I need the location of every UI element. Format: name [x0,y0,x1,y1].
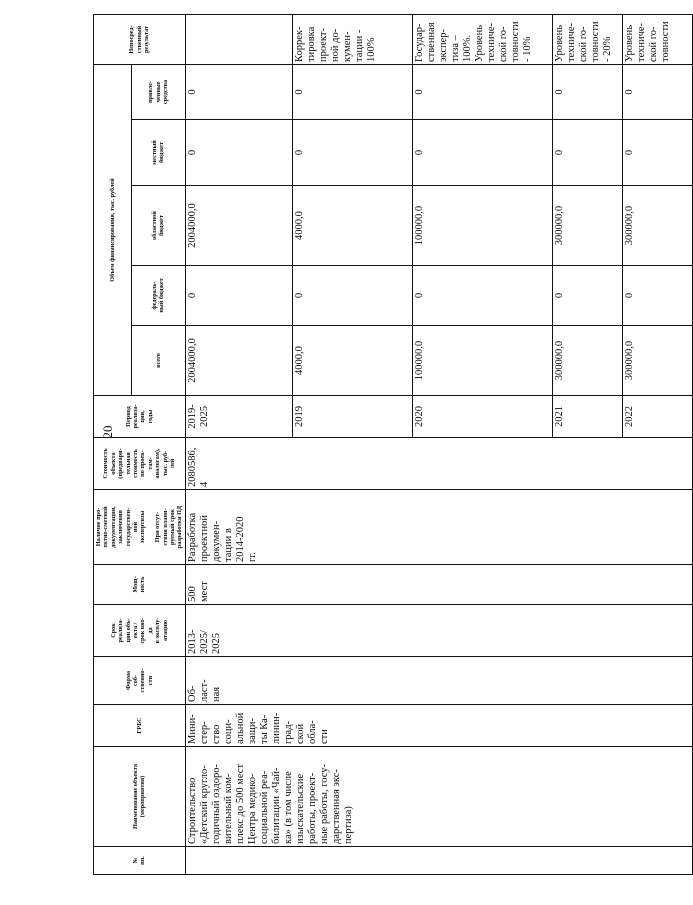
regional-cell: 4000,0 [292,186,412,266]
local-cell: 0 [412,120,552,186]
text-line: Центра медико- [246,773,258,844]
text-line: Уровень [473,25,485,62]
text-line: федераль- [150,281,158,310]
total-cell: 4000,0 [292,326,412,396]
text-line: Наличие про- [95,507,102,547]
text-line: техниче- [485,22,497,62]
text-line: (мероприятия) [139,775,147,818]
attracted-cell: 0 [412,64,552,119]
total-cell: 300000,0 [622,326,692,396]
text-line: работы, проект- [306,772,318,844]
text-line: ственная [425,22,437,62]
text-line: экспертизы [139,510,147,544]
text-line: - 10% [521,36,533,62]
rotated-document [93,15,671,875]
text-line: документации, [109,506,117,548]
text-line: ты Ка- [258,714,270,744]
text-line: линин- [270,712,282,744]
text-line: срок вво- [139,617,147,644]
text-line: Об- [186,685,198,702]
period-cell [622,396,692,438]
attracted-cell: 0 [552,64,622,119]
local-cell: 0 [185,120,292,186]
text-line: тыс. руб- [161,450,169,477]
header-funding: Объем финансирования, тыс. рублей [94,64,132,395]
text-line: Коррек- [293,26,305,62]
text-line: Уровень [553,25,565,62]
text-line: При отсут- [154,511,162,543]
text-line: защи- [246,717,258,744]
attracted-cell: 0 [622,64,692,119]
text-line: 2019- [186,404,198,429]
header-docs [94,490,186,565]
header-result [94,14,186,64]
text-line: тации в [222,528,234,562]
text-line: кумен- [341,31,353,62]
result-cell [622,14,692,64]
text-line: 2025 [210,633,222,654]
result-cell [412,14,552,64]
text-line: проектной [198,515,210,562]
text-line: разработки ПД [176,505,184,549]
header-capacity [94,565,186,605]
federal-cell: 0 [412,266,552,326]
text-line: 2014-2020 [234,516,246,562]
text-line: ГРБС [135,717,143,734]
header-name [94,747,186,847]
text-line: реализа- [132,404,140,429]
local-cell: 0 [622,120,692,186]
text-line: тации - [353,29,365,62]
text-line: стоимость [132,449,140,478]
text-line: соци- [222,719,234,744]
text-line: проект- [317,28,329,62]
header-cost [94,438,186,490]
text-line: привле- [147,80,155,104]
text-line: Строительство [186,777,198,844]
text-line: «Детский кругло- [198,765,210,844]
text-line: областной [150,211,158,240]
regional-cell: 300000,0 [622,186,692,266]
docs-cell [185,490,692,565]
capacity-cell [185,565,692,605]
text-line: ской го- [577,26,589,62]
capital-investment-table [93,14,693,875]
cost-cell [185,438,692,490]
text-line: Непосред- [128,25,136,54]
text-line: гг. [246,551,258,562]
text-line: мест [198,581,210,602]
header-regional [131,186,185,266]
text-line: ской [294,723,306,744]
text-line: Мини- [186,714,198,744]
text-line: Период [124,406,132,427]
text-line: бюджет [158,215,166,236]
text-line: 2025 [198,406,210,427]
header-local [131,120,185,186]
result-cell [292,14,412,64]
header-federal [131,266,185,326]
text-line: годичный оздоро- [210,764,222,844]
attracted-cell: 0 [185,64,292,119]
text-line: докумен- [210,520,222,562]
result-cell [552,14,622,64]
object-name [185,747,692,847]
header-no [94,847,186,875]
header-ownership [94,657,186,705]
text-line: сти [146,675,154,686]
text-line: ственный [135,25,143,54]
federal-cell: 0 [185,266,292,326]
text-line: соб- [132,675,140,686]
text-line: ектно-сметной [102,506,110,548]
text-line: всего [154,353,162,368]
text-line: атацию [161,620,169,642]
total-cell: 100000,0 [412,326,552,396]
text-line: (предвари- [117,448,125,479]
text-line: билитации «Чай- [270,767,282,844]
attracted-cell: 0 [292,64,412,119]
text-line: Форма [124,670,132,691]
text-line: годы [146,409,154,424]
grbs-cell [185,705,692,747]
text-line: Разработка [186,512,198,562]
text-line: да [146,627,154,634]
text-line: Стоимость [102,448,110,479]
period-cell [412,396,552,438]
page-number: 20 [100,425,115,439]
text-line: 2025/ [198,630,210,654]
text-line: плекс до 500 мест [234,763,246,844]
text-line: средства [161,79,169,105]
regional-cell: 100000,0 [412,186,552,266]
text-line: бюджет [158,142,166,163]
header-attracted [131,64,185,119]
text-line: сти [318,729,330,744]
text-line: ный бюджет [158,278,166,313]
text-line: 2021 [553,406,565,427]
text-line: аналогам), [154,448,162,479]
text-line: 2022 [623,406,635,427]
text-line: товности [589,21,601,62]
ownership-cell [185,657,692,705]
text-line: дарственная экс- [330,769,342,844]
text-line: техниче- [635,22,647,62]
text-line: 2013- [186,629,198,654]
text-line: 2019 [293,406,305,427]
text-line: ные работы, госу- [318,763,330,844]
text-line: ная [210,686,222,702]
table-row [185,14,292,874]
text-line: там- [146,457,154,470]
regional-cell: 300000,0 [552,186,622,266]
term-cell [185,605,692,657]
text-line: в эксплу- [154,617,162,644]
federal-cell: 0 [622,266,692,326]
header-term [94,605,186,657]
total-cell: 300000,0 [552,326,622,396]
text-line: объекта [109,452,117,475]
header-period [94,396,186,438]
federal-cell: 0 [292,266,412,326]
period-cell [292,396,412,438]
text-line: Мощ- [132,576,140,593]
text-line: пп. [139,856,147,865]
text-line: тировка [305,26,317,62]
text-line: ласт- [198,679,210,702]
text-line: ской го- [497,26,509,62]
text-line: реализа- [117,618,125,643]
text-line: альной [234,712,246,744]
text-line: ность [139,576,147,593]
text-line: тиза – [449,35,461,62]
text-line: 100%. [461,34,473,62]
regional-cell: 2004000,0 [185,186,292,266]
local-cell: 0 [552,120,622,186]
text-line: Уровень [623,25,635,62]
total-cell: 2004000,0 [185,326,292,396]
text-line: результат [143,25,151,54]
text-line: социальной реа- [258,770,270,844]
text-line: изыскательские [294,773,306,844]
text-line: экспер- [437,28,449,62]
text-line: ской го- [647,26,659,62]
text-line: руемый срок [169,509,177,546]
text-line: ной до- [329,28,341,62]
text-line: ной [132,521,140,533]
text-line: местный [150,140,158,165]
text-line: государствен- [124,507,132,547]
text-line: техниче- [565,22,577,62]
text-line: пертиза) [342,806,354,844]
text-line: 2020 [413,406,425,427]
text-line: 2080586, [186,447,198,487]
text-line: вительный ком- [222,773,234,844]
text-line: стер- [198,721,210,744]
row-number [185,847,692,875]
text-line: 500 [186,586,198,602]
header-grbs [94,705,186,747]
text-line: по проек- [139,450,147,477]
text-line: № [132,857,140,864]
text-line: ка» (в том числе [282,771,294,844]
text-line: товности [509,21,521,62]
local-cell: 0 [292,120,412,186]
text-line [147,492,154,562]
text-line: обла- [306,720,318,744]
text-line: ции объ- [124,618,132,643]
text-line: град- [282,720,294,744]
text-line: товности [659,21,671,62]
header-total [131,326,185,396]
text-line: Государ- [413,23,425,62]
text-line: - 20% [601,36,613,62]
text-line: ствии плани- [161,508,169,546]
text-line: ции, [139,410,147,423]
text-line: екта / [132,622,140,639]
text-line: 4 [198,481,210,487]
text-line: 100% [365,37,377,62]
text-line: Наименование объекта [132,764,140,829]
text-line: ственно- [139,668,147,693]
text-line: ченные [154,81,162,103]
text-line: ство [210,724,222,744]
federal-cell: 0 [552,266,622,326]
text-line: заключения [117,510,125,544]
text-line: лей [169,458,177,469]
period-cell [552,396,622,438]
text-line: тельная [124,452,132,475]
text-line: Срок [109,623,117,638]
period-cell [185,396,292,438]
result-cell [185,14,292,64]
